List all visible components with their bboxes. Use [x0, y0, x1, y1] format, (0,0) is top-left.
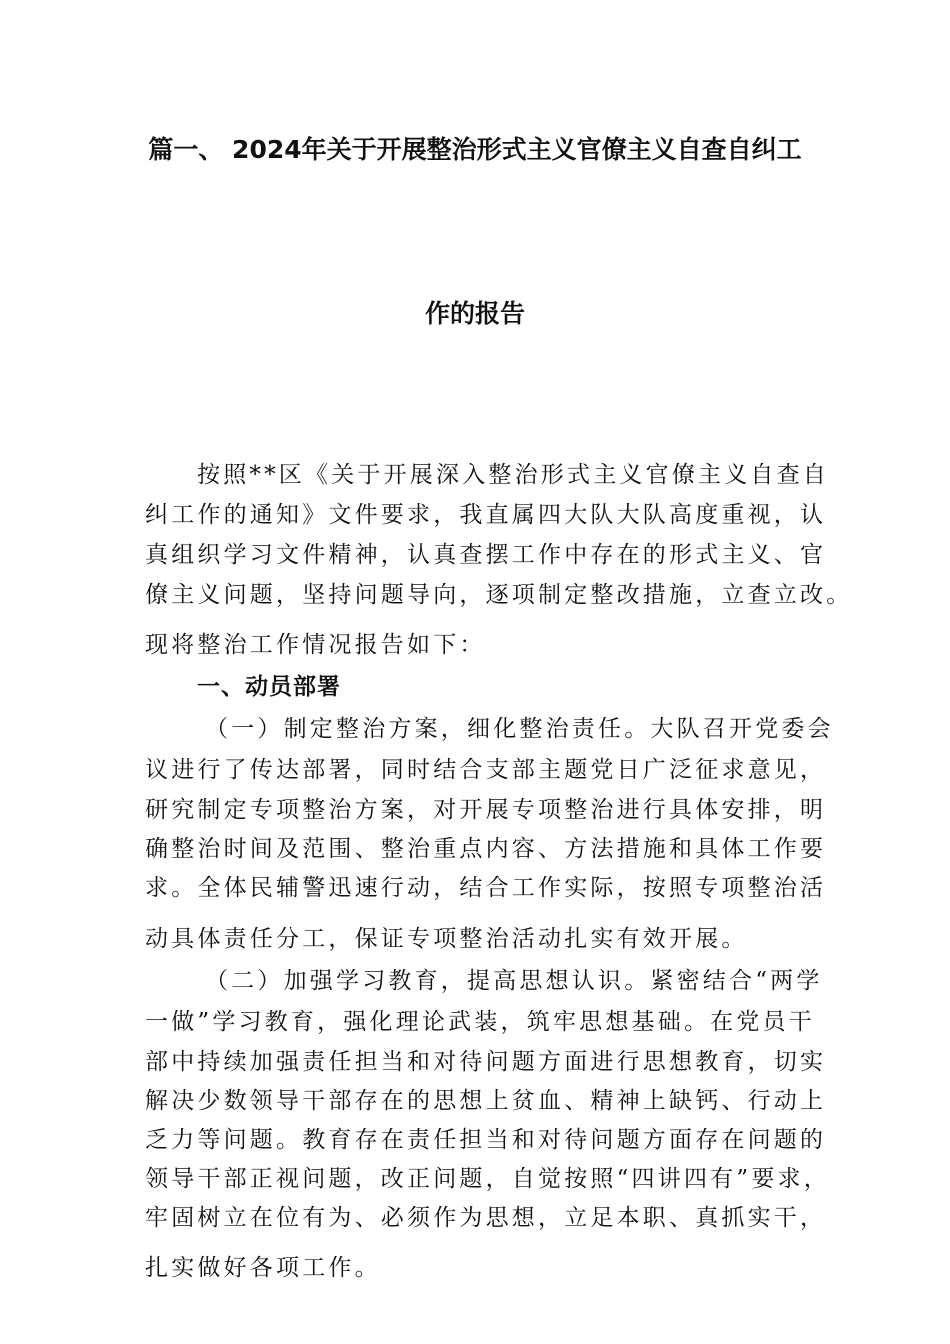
section-heading: 一、动员部署 — [197, 674, 341, 700]
paragraph-line: 乏力等问题。教育存在责任担当和对待问题方面存在问题的 — [145, 1127, 827, 1153]
paragraph-line: 动具体责任分工，保证专项整治活动扎实有效开展。 — [145, 926, 748, 952]
intro-line: 现将整治工作情况报告如下： — [145, 632, 486, 658]
paragraph-line: 确整治时间及范围、整治重点内容、方法措施和具体工作要 — [145, 836, 827, 862]
intro-line: 僚主义问题，坚持问题导向，逐项制定整改措施，立查立改。 — [145, 582, 853, 608]
paragraph-line: 牢固树立在位有为、必须作为思想，立足本职、真抓实干， — [145, 1205, 827, 1231]
paragraph-line: 研究制定专项整治方案，对开展专项整治进行具体安排，明 — [145, 797, 827, 823]
intro-line: 按照**区《关于开展深入整治形式主义官僚主义自查自 — [197, 462, 829, 488]
paragraph-line: 议进行了传达部署，同时结合支部主题党日广泛征求意见， — [145, 757, 827, 783]
paragraph-line: 扎实做好各项工作。 — [145, 1255, 381, 1281]
paragraph-line: 求。全体民辅警迅速行动，结合工作实际，按照专项整治活 — [145, 875, 827, 901]
paragraph-line: 领导干部正视问题，改正问题，自觉按照“四讲四有”要求， — [145, 1166, 830, 1192]
paragraph-line: 一做”学习教育，强化理论武装，筑牢思想基础。在党员干 — [145, 1009, 815, 1035]
document-title-line-2: 作的报告 — [424, 299, 525, 328]
paragraph-line: 部中持续加强责任担当和对待问题方面进行思想教育，切实 — [145, 1049, 827, 1075]
paragraph-line: （二）加强学习教育，提高思想认识。紧密结合“两学 — [205, 968, 823, 994]
intro-line: 纠工作的通知》文件要求，我直属四大队大队高度重视，认 — [145, 502, 827, 528]
paragraph-line: （一）制定整治方案，细化整治责任。大队召开党委会 — [205, 716, 834, 742]
paragraph-line: 解决少数领导干部存在的思想上贫血、精神上缺钙、行动上 — [145, 1088, 827, 1114]
document-title-line-1: 篇一、 2024年关于开展整治形式主义官僚主义自查自纠工 — [148, 135, 802, 164]
intro-line: 真组织学习文件精神，认真查摆工作中存在的形式主义、官 — [145, 542, 827, 568]
